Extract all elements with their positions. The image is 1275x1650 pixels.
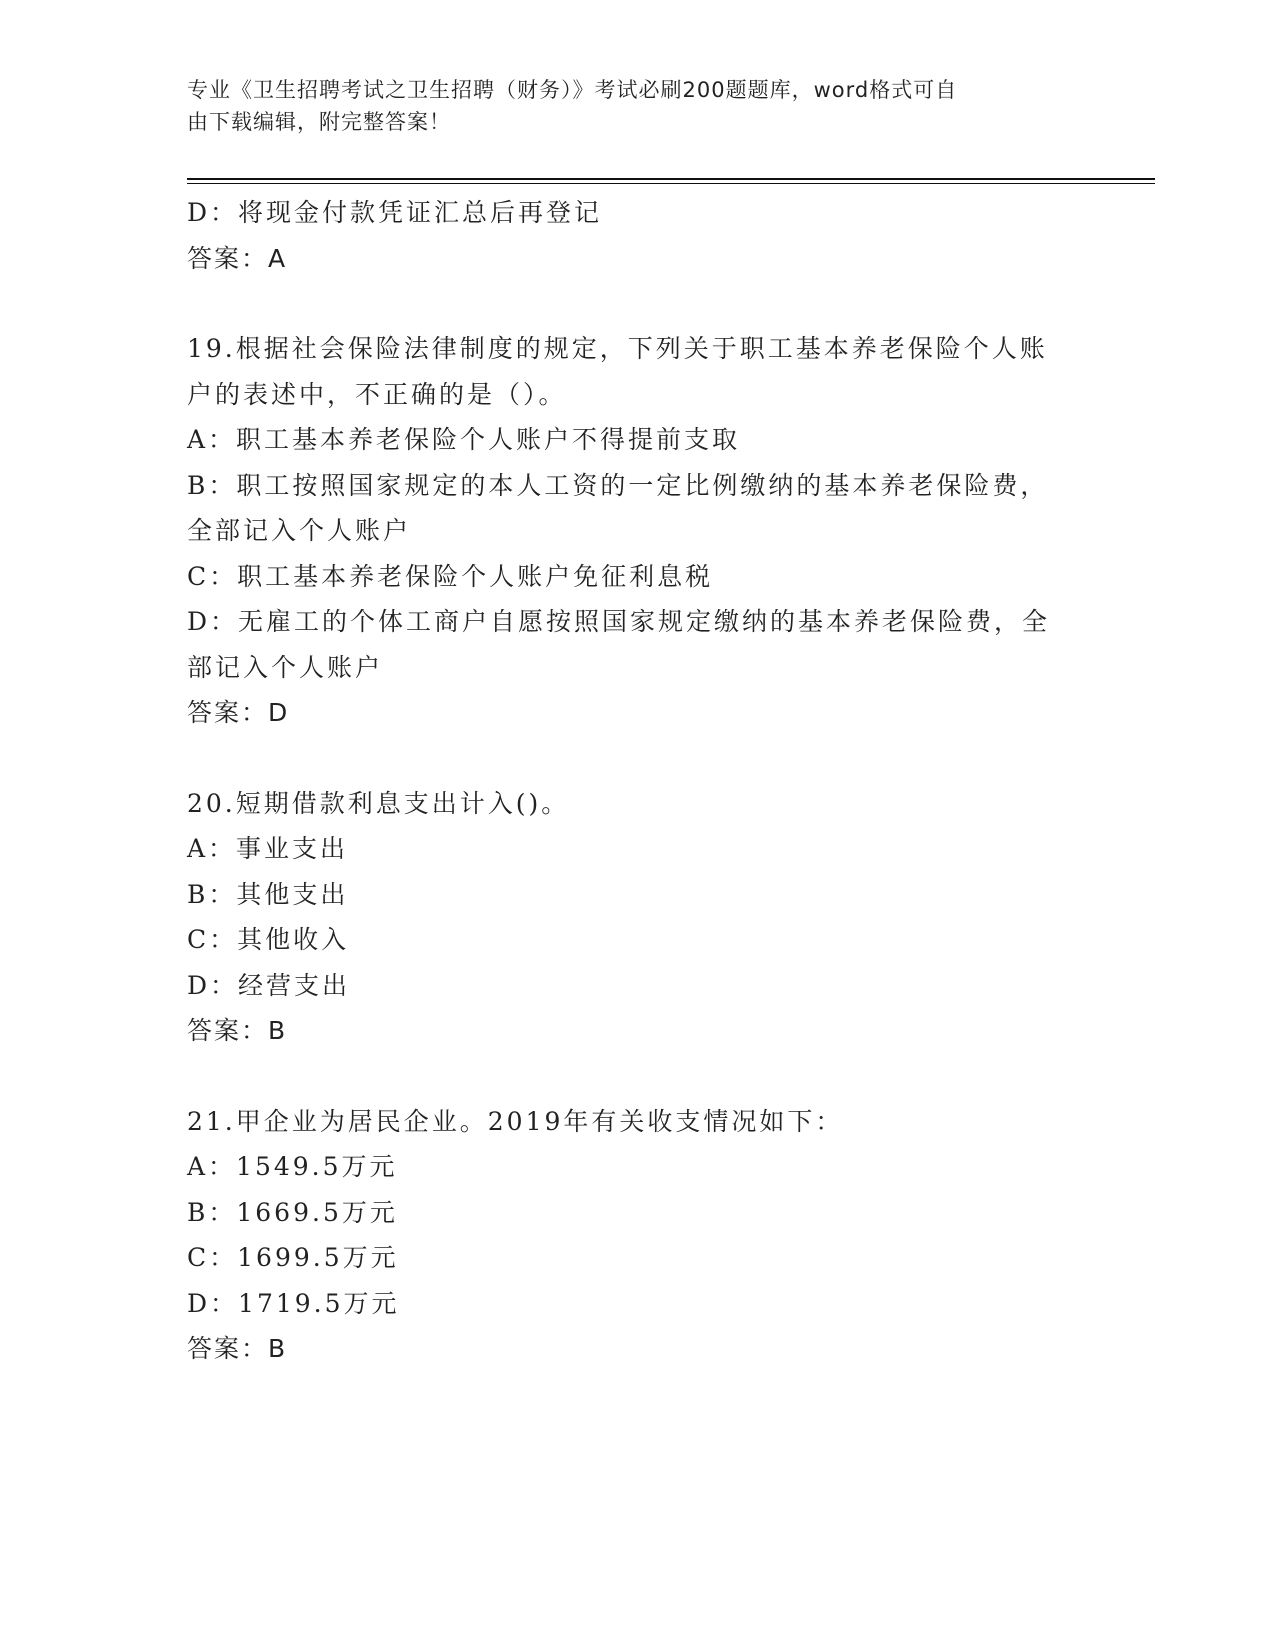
header-line-1: 专业《卫生招聘考试之卫生招聘（财务）》考试必刷200题题库，word格式可自: [187, 78, 958, 102]
option-c: C：1699.5万元: [187, 1243, 399, 1272]
option-c: C：其他收入: [187, 925, 350, 954]
option-b: B：1669.5万元: [187, 1197, 398, 1227]
answer: 答案：B: [187, 1016, 288, 1045]
option-b: B：其他支出: [187, 879, 349, 909]
option-a: A：1549.5万元: [187, 1152, 398, 1181]
option-d: D：无雇工的个体工商户自愿按照国家规定缴纳的基本养老保险费，全: [187, 607, 1051, 636]
question-21: [187, 1099, 1087, 1372]
header-divider-thin: [187, 183, 1155, 184]
option-b-continued: 全部记入个人账户: [187, 516, 412, 545]
question-20: [187, 781, 1087, 1054]
header-divider-thick: [187, 178, 1155, 180]
spacer: [187, 736, 1087, 781]
question-stem-continued: 户的表述中，不正确的是（）。: [187, 379, 567, 409]
document-body: [187, 190, 1087, 1372]
spacer: [187, 1054, 1087, 1099]
answer: 答案：A: [187, 243, 288, 273]
document-header: [187, 74, 1067, 138]
question-stem: 20.短期借款利息支出计入()。: [187, 788, 570, 818]
option-d: D：将现金付款凭证汇总后再登记: [187, 198, 603, 227]
option-d-continued: 部记入个人账户: [187, 652, 384, 682]
option-d: D：经营支出: [187, 970, 351, 1000]
question-18-tail: [187, 190, 1087, 281]
answer: 答案：B: [187, 1334, 288, 1363]
question-stem: 21.甲企业为居民企业。2019年有关收支情况如下：: [187, 1106, 844, 1136]
option-a: A：事业支出: [187, 834, 349, 863]
answer: 答案：D: [187, 698, 290, 727]
option-c: C：职工基本养老保险个人账户免征利息税: [187, 561, 714, 591]
question-19: [187, 326, 1087, 736]
question-stem: 19.根据社会保险法律制度的规定，下列关于职工基本养老保险个人账: [187, 334, 1048, 363]
spacer: [187, 281, 1087, 326]
option-b: B：职工按照国家规定的本人工资的一定比例缴纳的基本养老保险费，: [187, 470, 1049, 500]
option-a: A：职工基本养老保险个人账户不得提前支取: [187, 425, 741, 454]
option-d: D：1719.5万元: [187, 1288, 400, 1318]
header-line-2: 由下载编辑，附完整答案！: [187, 110, 451, 134]
